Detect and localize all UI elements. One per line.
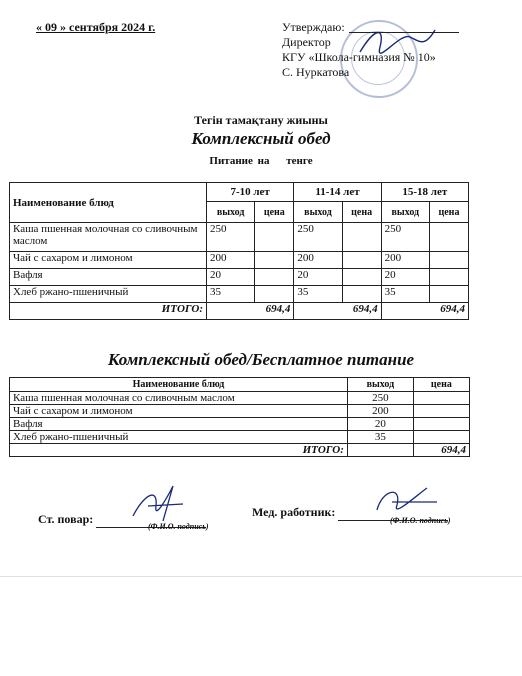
output-value: 200 [207, 252, 255, 269]
dish-name: Хлеб ржано-пшеничный [10, 286, 207, 303]
subtitle [0, 155, 522, 167]
main-title: Комплексный обед [191, 129, 331, 148]
output-value: 20 [381, 269, 429, 286]
output-value: 200 [347, 405, 413, 418]
document-date: « 09 » сентября 2024 г. [36, 20, 156, 34]
table-row [10, 418, 470, 431]
output-value: 250 [347, 392, 413, 405]
total-label: ИТОГО: [10, 444, 348, 457]
table-row [10, 223, 469, 252]
col-output-header: выход [347, 378, 413, 392]
cook-caption: (Ф.И.О. подпись) [148, 522, 209, 531]
table-row [10, 431, 470, 444]
subtitle-right: тенге [286, 155, 313, 167]
output-value: 250 [294, 223, 342, 252]
section2-title: Комплексный обед/Бесплатное питание [107, 350, 415, 369]
sub-col-price: цена [429, 202, 468, 223]
col-price-header: цена [413, 378, 469, 392]
output-value: 35 [381, 286, 429, 303]
total-row [10, 303, 469, 320]
dish-name: Вафля [10, 418, 348, 431]
group-header-7-10: 7-10 лет [207, 183, 294, 202]
output-value: 250 [381, 223, 429, 252]
output-value: 250 [207, 223, 255, 252]
table-row [10, 286, 469, 303]
total-row [10, 444, 470, 457]
group-header-11-14: 11-14 лет [294, 183, 381, 202]
total-value: 694,4 [413, 444, 469, 457]
menu-table-free-meals [9, 377, 470, 457]
medic-label: Мед. работник: [252, 505, 336, 519]
output-value: 35 [207, 286, 255, 303]
output-value: 35 [347, 431, 413, 444]
cook-label: Ст. повар: [38, 512, 94, 526]
medic-caption: (Ф.И.О. подпись) [390, 516, 451, 525]
output-value: 200 [381, 252, 429, 269]
sub-col-output: выход [381, 202, 429, 223]
output-value: 35 [294, 286, 342, 303]
col-dish-header: Наименование блюд [10, 183, 207, 223]
total-value: 694,4 [294, 303, 381, 320]
dish-name: Чай с сахаром и лимоном [10, 252, 207, 269]
total-value: 694,4 [207, 303, 294, 320]
dish-name: Каша пшенная молочная со сливочным маслом [10, 223, 207, 252]
output-value: 200 [294, 252, 342, 269]
approve-organization: КГУ «Школа-гимназия № 10» [282, 50, 436, 64]
sub-col-price: цена [255, 202, 294, 223]
table-row [10, 392, 470, 405]
menu-table-age-groups [9, 182, 469, 320]
sub-col-output: выход [207, 202, 255, 223]
approve-name: С. Нуркатова [282, 65, 350, 79]
output-value: 20 [294, 269, 342, 286]
kz-title: Тегін тамақтану жиыны [194, 113, 328, 127]
dish-name: Чай с сахаром и лимоном [10, 405, 348, 418]
subtitle-left: Питание на [209, 155, 270, 167]
total-label: ИТОГО: [10, 303, 207, 320]
total-value: 694,4 [381, 303, 468, 320]
dish-name: Вафля [10, 269, 207, 286]
sub-col-price: цена [342, 202, 381, 223]
scan-fold-line [0, 576, 522, 577]
group-header-15-18: 15-18 лет [381, 183, 468, 202]
table-row [10, 405, 470, 418]
col-dish-header: Наименование блюд [10, 378, 348, 392]
table-row [10, 252, 469, 269]
sub-col-output: выход [294, 202, 342, 223]
output-value: 20 [207, 269, 255, 286]
approve-position: Директор [282, 35, 331, 49]
approve-label: Утверждаю: [282, 20, 345, 34]
table-row [10, 269, 469, 286]
output-value: 20 [347, 418, 413, 431]
approval-block [282, 20, 459, 80]
dish-name: Хлеб ржано-пшеничный [10, 431, 348, 444]
dish-name: Каша пшенная молочная со сливочным маслом [10, 392, 348, 405]
